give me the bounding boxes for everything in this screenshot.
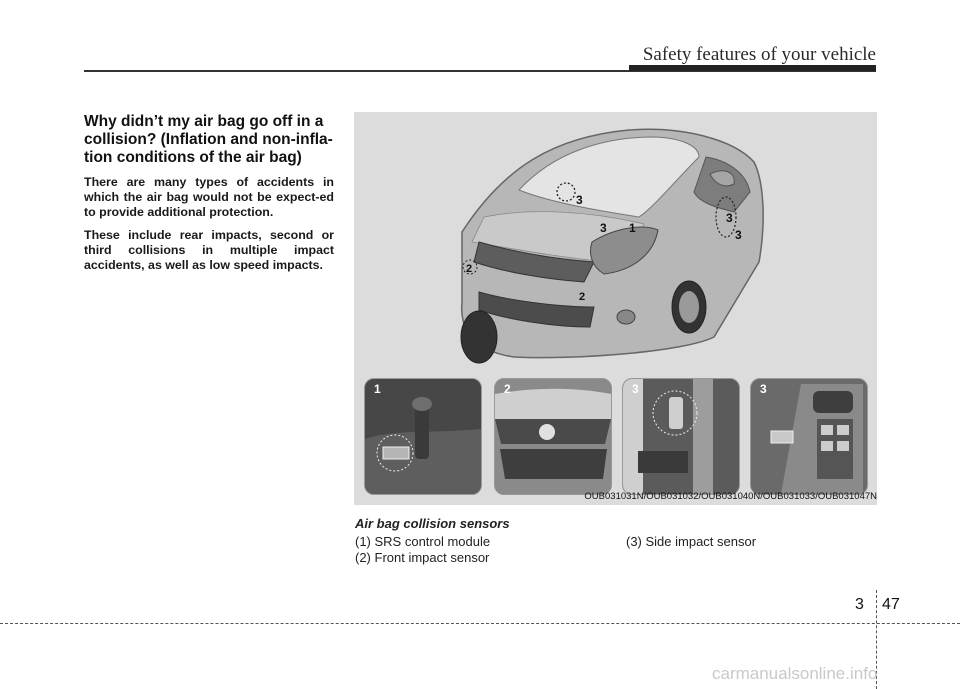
marker-1-label: 1 — [629, 221, 636, 235]
airbag-sensor-figure — [354, 112, 877, 505]
section-heading: Why didn’t my air bag go off in a collision? (Inflation and non-infla-tion conditions of the air bag) — [84, 113, 333, 166]
marker-2-label: 2 — [466, 263, 473, 275]
header-rule-accent — [629, 65, 876, 71]
chapter-number: 3 — [855, 596, 864, 613]
paragraph-1: There are many types of accidents in which the air bag would not be expect-ed to provide additional protection. — [84, 175, 334, 219]
marker-3-label: 3 — [735, 228, 742, 242]
thumb-number: 1 — [374, 382, 381, 396]
watermark: carmanualsonline.info — [712, 664, 878, 683]
figure-code: OUB031031N/OUB031032/OUB031040N/OUB031033/OUB031047N — [584, 491, 877, 502]
thumb-number: 3 — [760, 382, 767, 396]
caption-item-3: (3) Side impact sensor — [626, 534, 757, 549]
thumb-side-sensor-door — [750, 378, 868, 495]
marker-2-label: 2 — [579, 291, 586, 303]
page-number: 47 — [882, 596, 900, 613]
text-column — [84, 113, 334, 281]
marker-3-label: 3 — [576, 193, 583, 207]
thumb-side-sensor-pillar — [622, 378, 740, 495]
running-header: Safety features of your vehicle — [642, 44, 876, 65]
thumb-number: 3 — [632, 382, 639, 396]
thumb-srs-module — [364, 378, 482, 495]
marker-3-label: 3 — [726, 211, 733, 225]
caption-title: Air bag collision sensors — [355, 516, 510, 531]
thumb-number: 2 — [504, 382, 511, 396]
caption-item-2: (2) Front impact sensor — [355, 550, 490, 565]
footer-rule — [0, 623, 960, 624]
paragraph-2: These include rear impacts, second or third collisions in multiple impact accidents, as well as low speed impacts. — [84, 228, 334, 272]
caption-item-1: (1) SRS control module — [355, 534, 491, 549]
thumb-front-sensor — [494, 378, 612, 495]
car-front-wheel — [461, 311, 497, 363]
marker-3-label: 3 — [600, 221, 607, 235]
